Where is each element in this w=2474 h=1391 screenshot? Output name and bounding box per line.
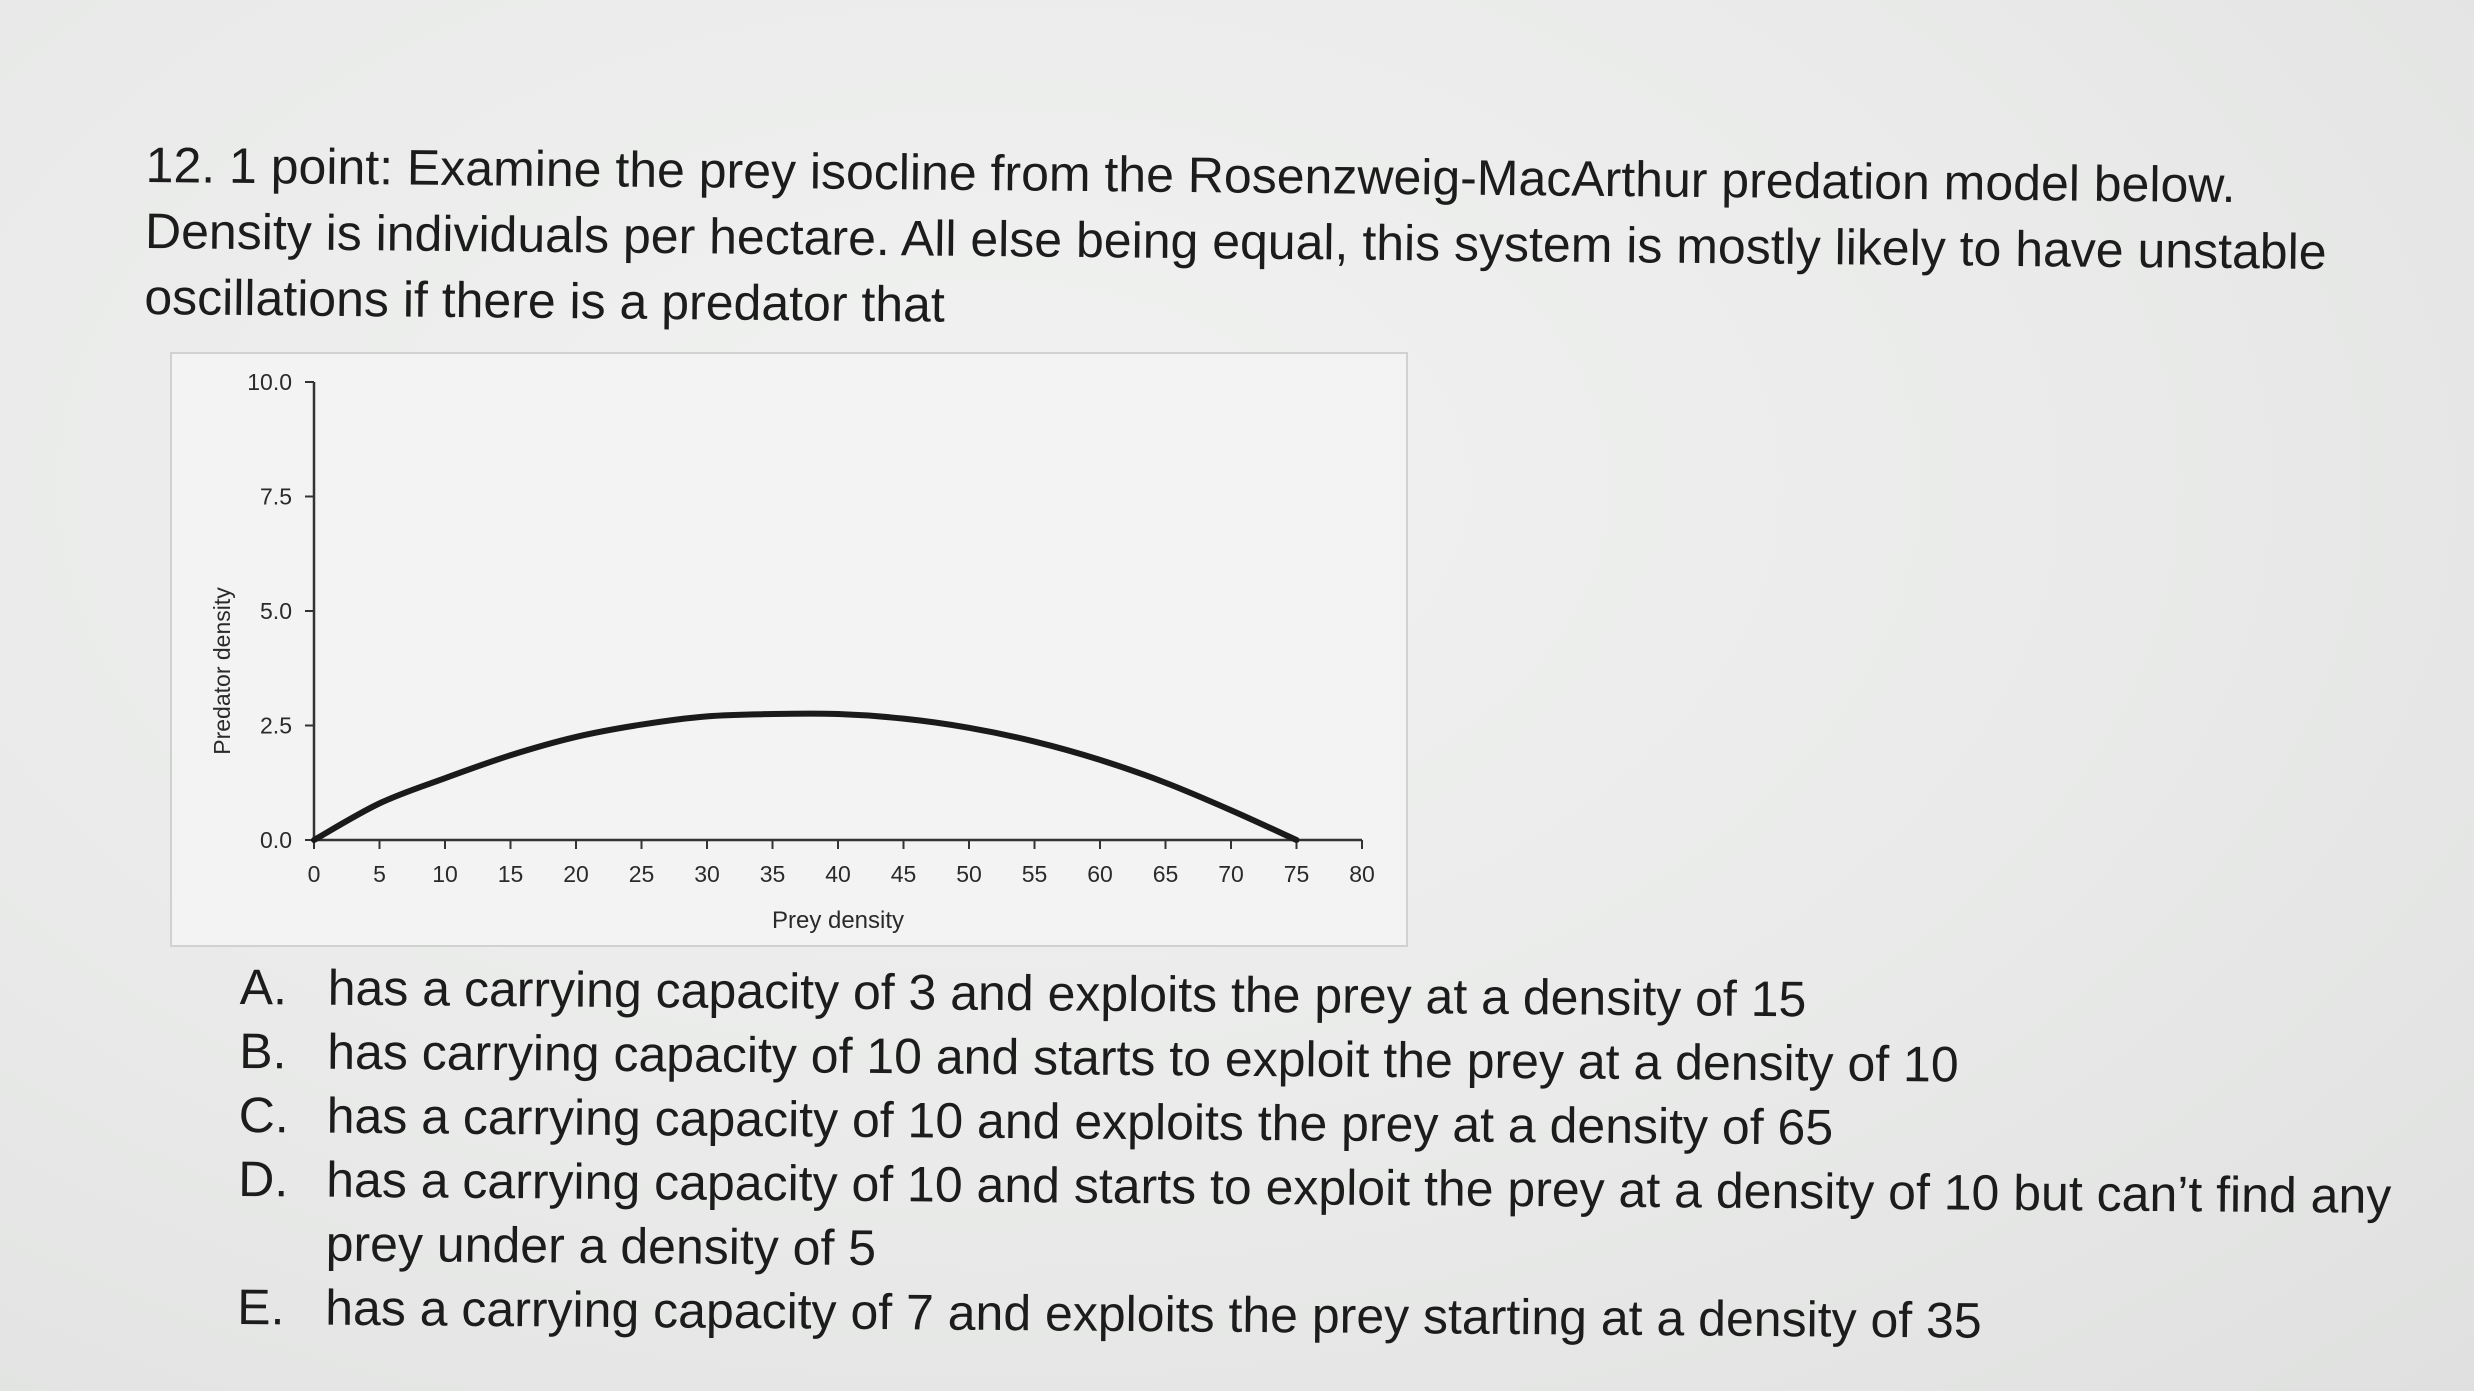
option-text: has a carrying capacity of 10 and exploits the prey at a density of 65 <box>326 1087 1834 1156</box>
x-tick-label: 60 <box>1087 861 1113 887</box>
option-text: has a carrying capacity of 7 and exploits the prey starting at a density of 35 <box>325 1279 1982 1349</box>
option-letter: D. <box>238 1150 289 1208</box>
x-tick-label: 30 <box>694 861 720 887</box>
prey-isocline-line <box>314 714 1297 840</box>
option-letter: E. <box>237 1278 285 1336</box>
option-text: has carrying capacity of 10 and starts to exploit the prey at a density of 10 <box>327 1023 1959 1093</box>
x-tick-label: 5 <box>373 861 386 887</box>
x-tick-label: 40 <box>825 861 851 887</box>
option-letter: B. <box>239 1022 287 1080</box>
y-tick-label: 7.5 <box>260 483 292 510</box>
x-tick-label: 20 <box>563 861 589 887</box>
x-tick-label: 65 <box>1152 861 1179 887</box>
answer-options <box>237 955 2420 1356</box>
y-axis-label: Predator density <box>209 587 235 755</box>
y-tick-label: 0.0 <box>260 827 292 853</box>
question-text: 12. 1 point: Examine the prey isocline from the Rosenzweig-MacArthur predation model below. Density is individuals per hectare. All else being equal, this system is mostly likely to have unstable oscillations if there is a predator that <box>144 136 2327 333</box>
x-tick-label: 10 <box>432 861 458 887</box>
x-tick-label: 15 <box>497 861 524 887</box>
x-tick-label: 55 <box>1021 861 1048 887</box>
option-text: has a carrying capacity of 10 and starts to exploit the prey at a density of 10 but can’t find any prey under a density of 5 <box>325 1151 2392 1277</box>
option-letter: A. <box>239 958 288 1016</box>
x-tick-label: 45 <box>890 861 917 887</box>
y-tick-label: 5.0 <box>260 598 292 624</box>
x-tick-label: 75 <box>1283 861 1310 887</box>
chart-svg <box>172 354 1410 949</box>
y-axis <box>247 369 314 853</box>
x-tick-label: 70 <box>1218 861 1244 887</box>
isocline-chart <box>170 352 1408 947</box>
x-axis-label: Prey density <box>771 907 905 934</box>
y-tick-label: 2.5 <box>260 712 292 739</box>
option-text: has a carrying capacity of 3 and exploits the prey at a density of 15 <box>327 959 1807 1028</box>
plot-area <box>314 714 1297 840</box>
x-axis <box>308 840 1375 887</box>
x-tick-label: 25 <box>628 861 655 887</box>
option-letter: C. <box>238 1086 289 1144</box>
x-tick-label: 35 <box>759 861 786 887</box>
x-tick-label: 80 <box>1349 861 1375 887</box>
x-tick-label: 50 <box>956 861 982 887</box>
option-d[interactable] <box>237 1147 2418 1292</box>
x-tick-label: 0 <box>307 861 321 887</box>
y-tick-label: 10.0 <box>247 369 292 395</box>
